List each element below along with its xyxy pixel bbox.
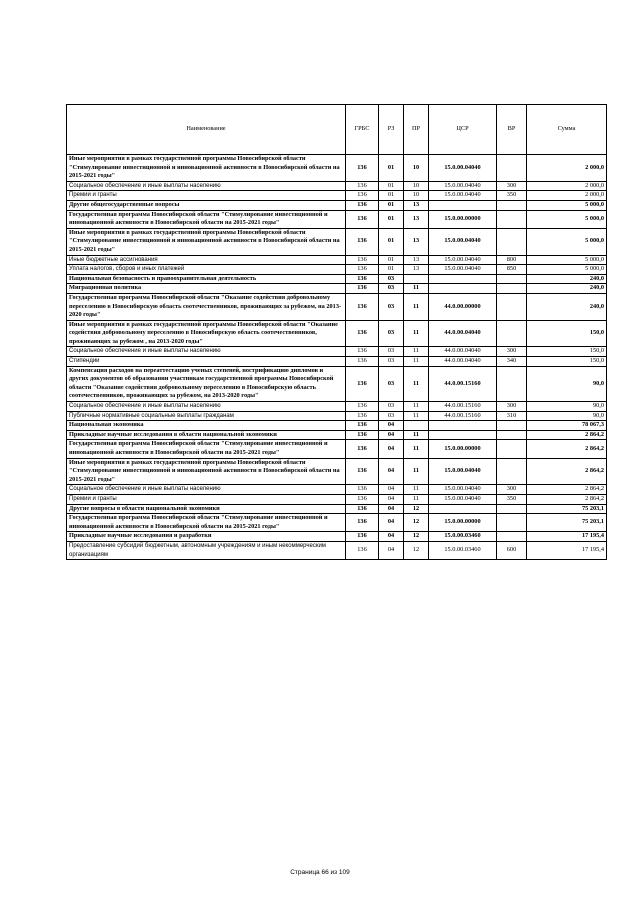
row-vr-cell: 300 bbox=[497, 402, 527, 412]
row-pr-cell: 11 bbox=[404, 411, 429, 421]
row-rz-cell: 04 bbox=[379, 504, 404, 514]
row-rz-cell: 01 bbox=[379, 191, 404, 201]
row-grbs-cell: 136 bbox=[346, 532, 379, 542]
row-vr-cell bbox=[497, 293, 527, 320]
row-rz-cell: 04 bbox=[379, 421, 404, 431]
row-sum-cell: 2 864,2 bbox=[527, 494, 607, 504]
table-row bbox=[67, 320, 607, 347]
row-rz-cell: 03 bbox=[379, 411, 404, 421]
row-name-cell: Предоставление субсидий бюджетным, автономным учреждениям и иным некоммерческим организациям bbox=[67, 541, 346, 559]
row-grbs-cell: 136 bbox=[346, 210, 379, 228]
row-grbs-cell: 136 bbox=[346, 155, 379, 182]
row-rz-cell: 03 bbox=[379, 347, 404, 357]
table-body bbox=[67, 155, 607, 560]
row-name-cell: Премии и гранты bbox=[67, 494, 346, 504]
row-rz-cell: 03 bbox=[379, 274, 404, 284]
row-vr-cell bbox=[497, 458, 527, 485]
row-sum-cell: 2 000,0 bbox=[527, 181, 607, 191]
row-grbs-cell: 136 bbox=[346, 347, 379, 357]
row-pr-cell: 12 bbox=[404, 532, 429, 542]
row-name-cell: Социальное обеспечение и иные выплаты населению bbox=[67, 181, 346, 191]
row-csr-cell: 44.0.00.15160 bbox=[429, 366, 497, 401]
row-grbs-cell: 136 bbox=[346, 458, 379, 485]
table-row bbox=[67, 440, 607, 458]
row-grbs-cell: 136 bbox=[346, 320, 379, 347]
row-csr-cell: 15.0.00.04040 bbox=[429, 494, 497, 504]
row-csr-cell: 44.0.00.00000 bbox=[429, 293, 497, 320]
row-pr-cell: 13 bbox=[404, 228, 429, 255]
budget-table-container bbox=[66, 104, 606, 560]
row-sum-cell: 240,0 bbox=[527, 284, 607, 294]
row-csr-cell: 44.0.00.04040 bbox=[429, 320, 497, 347]
header-sum: Сумма bbox=[527, 105, 607, 155]
row-sum-cell: 2 864,2 bbox=[527, 440, 607, 458]
row-vr-cell bbox=[497, 430, 527, 440]
row-grbs-cell: 136 bbox=[346, 541, 379, 559]
row-pr-cell: 13 bbox=[404, 200, 429, 210]
row-name-cell: Национальная безопасность и правоохранительная деятельность bbox=[67, 274, 346, 284]
row-sum-cell: 17 195,4 bbox=[527, 532, 607, 542]
row-sum-cell: 5 000,0 bbox=[527, 255, 607, 265]
row-vr-cell bbox=[497, 504, 527, 514]
row-name-cell: Миграционная политика bbox=[67, 284, 346, 294]
row-rz-cell: 03 bbox=[379, 402, 404, 412]
row-grbs-cell: 136 bbox=[346, 284, 379, 294]
row-csr-cell: 15.0.00.00000 bbox=[429, 210, 497, 228]
row-vr-cell: 300 bbox=[497, 485, 527, 495]
row-pr-cell: 11 bbox=[404, 402, 429, 412]
row-csr-cell: 15.0.00.04040 bbox=[429, 228, 497, 255]
row-sum-cell: 90,0 bbox=[527, 366, 607, 401]
table-row bbox=[67, 228, 607, 255]
row-pr-cell: 11 bbox=[404, 284, 429, 294]
row-name-cell: Уплата налогов, сборов и иных платежей bbox=[67, 265, 346, 275]
row-rz-cell: 04 bbox=[379, 440, 404, 458]
row-name-cell: Государственная программа Новосибирской области "Оказание содействия добровольному переселению в Новосибирскую область соотечественников, проживающих за рубежом, на 2013-2020 годы" bbox=[67, 293, 346, 320]
row-csr-cell: 15.0.00.04040 bbox=[429, 155, 497, 182]
row-grbs-cell: 136 bbox=[346, 200, 379, 210]
table-row bbox=[67, 255, 607, 265]
row-csr-cell: 44.0.00.15160 bbox=[429, 402, 497, 412]
row-vr-cell bbox=[497, 200, 527, 210]
row-rz-cell: 04 bbox=[379, 541, 404, 559]
row-pr-cell bbox=[404, 274, 429, 284]
row-grbs-cell: 136 bbox=[346, 402, 379, 412]
row-pr-cell: 12 bbox=[404, 541, 429, 559]
row-vr-cell: 310 bbox=[497, 411, 527, 421]
row-grbs-cell: 136 bbox=[346, 191, 379, 201]
table-row bbox=[67, 284, 607, 294]
row-name-cell: Прикладные научные исследования и разработки bbox=[67, 532, 346, 542]
row-vr-cell bbox=[497, 228, 527, 255]
row-rz-cell: 04 bbox=[379, 532, 404, 542]
row-rz-cell: 04 bbox=[379, 514, 404, 532]
row-pr-cell: 10 bbox=[404, 181, 429, 191]
row-rz-cell: 03 bbox=[379, 366, 404, 401]
page-number: Страница 66 из 109 bbox=[290, 869, 350, 876]
row-pr-cell: 10 bbox=[404, 155, 429, 182]
row-vr-cell bbox=[497, 155, 527, 182]
row-grbs-cell: 136 bbox=[346, 504, 379, 514]
row-vr-cell bbox=[497, 210, 527, 228]
row-vr-cell: 300 bbox=[497, 181, 527, 191]
table-row bbox=[67, 541, 607, 559]
row-pr-cell bbox=[404, 421, 429, 431]
row-name-cell: Стипендии bbox=[67, 357, 346, 367]
row-sum-cell: 150,0 bbox=[527, 320, 607, 347]
table-row bbox=[67, 265, 607, 275]
row-rz-cell: 01 bbox=[379, 228, 404, 255]
row-pr-cell: 11 bbox=[404, 440, 429, 458]
row-sum-cell: 78 067,3 bbox=[527, 421, 607, 431]
row-rz-cell: 03 bbox=[379, 284, 404, 294]
table-row bbox=[67, 514, 607, 532]
row-rz-cell: 01 bbox=[379, 265, 404, 275]
row-pr-cell: 11 bbox=[404, 293, 429, 320]
row-csr-cell: 15.0.00.00000 bbox=[429, 440, 497, 458]
budget-table bbox=[66, 104, 607, 560]
row-grbs-cell: 136 bbox=[346, 514, 379, 532]
row-vr-cell: 350 bbox=[497, 191, 527, 201]
row-csr-cell: 44.0.00.15160 bbox=[429, 411, 497, 421]
row-vr-cell: 350 bbox=[497, 494, 527, 504]
row-name-cell: Иные мероприятия в рамках государственной программы Новосибирской области "Оказание содействия добровольному переселению в Новосибирскую область соотечественников, проживающих за рубежом , на 2013-2020 годы" bbox=[67, 320, 346, 347]
row-sum-cell: 2 000,0 bbox=[527, 191, 607, 201]
row-name-cell: Иные мероприятия в рамках государственной программы Новосибирской области "Стимулирование инвестиционной и инновационной активности в Новосибирской области на 2015-2021 годы" bbox=[67, 458, 346, 485]
row-pr-cell: 13 bbox=[404, 210, 429, 228]
row-vr-cell bbox=[497, 440, 527, 458]
row-name-cell: Иные мероприятия в рамках государственной программы Новосибирской области "Стимулирование инвестиционной и инновационной активности в Новосибирской области на 2015-2021 годы" bbox=[67, 228, 346, 255]
row-csr-cell bbox=[429, 421, 497, 431]
row-name-cell: Иные бюджетные ассигнования bbox=[67, 255, 346, 265]
row-sum-cell: 5 000,0 bbox=[527, 265, 607, 275]
row-csr-cell bbox=[429, 284, 497, 294]
table-row bbox=[67, 402, 607, 412]
row-pr-cell: 11 bbox=[404, 320, 429, 347]
row-rz-cell: 01 bbox=[379, 255, 404, 265]
row-csr-cell: 15.0.00.03460 bbox=[429, 532, 497, 542]
row-csr-cell: 15.0.00.04040 bbox=[429, 458, 497, 485]
table-row bbox=[67, 210, 607, 228]
row-vr-cell bbox=[497, 320, 527, 347]
row-pr-cell: 11 bbox=[404, 458, 429, 485]
row-sum-cell: 17 195,4 bbox=[527, 541, 607, 559]
row-vr-cell bbox=[497, 514, 527, 532]
row-name-cell: Государственная программа Новосибирской области "Стимулирование инвестиционной и инновационной активности в Новосибирской области на 2015-2021 годы" bbox=[67, 210, 346, 228]
row-sum-cell: 75 203,1 bbox=[527, 504, 607, 514]
table-row bbox=[67, 274, 607, 284]
row-vr-cell: 800 bbox=[497, 255, 527, 265]
table-row bbox=[67, 347, 607, 357]
row-grbs-cell: 136 bbox=[346, 228, 379, 255]
row-rz-cell: 03 bbox=[379, 357, 404, 367]
row-sum-cell: 2 000,0 bbox=[527, 155, 607, 182]
row-sum-cell: 2 864,2 bbox=[527, 430, 607, 440]
row-rz-cell: 01 bbox=[379, 181, 404, 191]
row-name-cell: Социальное обеспечение и иные выплаты населению bbox=[67, 402, 346, 412]
table-row bbox=[67, 293, 607, 320]
row-name-cell: Социальное обеспечение и иные выплаты населению bbox=[67, 347, 346, 357]
row-csr-cell: 44.0.00.04040 bbox=[429, 357, 497, 367]
table-row bbox=[67, 411, 607, 421]
row-pr-cell: 11 bbox=[404, 357, 429, 367]
row-name-cell: Иные мероприятия в рамках государственной программы Новосибирской области "Стимулирование инвестиционной и инновационной активности в Новосибирской области на 2015-2021 годы" bbox=[67, 155, 346, 182]
table-header-row bbox=[67, 105, 607, 155]
row-name-cell: Национальная экономика bbox=[67, 421, 346, 431]
row-name-cell: Государственная программа Новосибирской области "Стимулирование инвестиционной и инновационной активности в Новосибирской области на 2015-2021 годы" bbox=[67, 514, 346, 532]
row-grbs-cell: 136 bbox=[346, 181, 379, 191]
row-rz-cell: 04 bbox=[379, 458, 404, 485]
row-sum-cell: 150,0 bbox=[527, 347, 607, 357]
row-sum-cell: 5 000,0 bbox=[527, 200, 607, 210]
row-grbs-cell: 136 bbox=[346, 274, 379, 284]
row-csr-cell: 15.0.00.04040 bbox=[429, 485, 497, 495]
row-pr-cell: 11 bbox=[404, 494, 429, 504]
row-rz-cell: 03 bbox=[379, 293, 404, 320]
row-vr-cell bbox=[497, 274, 527, 284]
table-row bbox=[67, 357, 607, 367]
row-sum-cell: 5 000,0 bbox=[527, 210, 607, 228]
row-csr-cell bbox=[429, 200, 497, 210]
row-grbs-cell: 136 bbox=[346, 485, 379, 495]
row-name-cell: Премии и гранты bbox=[67, 191, 346, 201]
row-vr-cell bbox=[497, 284, 527, 294]
row-rz-cell: 01 bbox=[379, 155, 404, 182]
table-row bbox=[67, 458, 607, 485]
row-sum-cell: 240,0 bbox=[527, 293, 607, 320]
row-rz-cell: 01 bbox=[379, 200, 404, 210]
row-name-cell: Прикладные научные исследования в области национальной экономики bbox=[67, 430, 346, 440]
row-csr-cell: 15.0.00.03460 bbox=[429, 541, 497, 559]
row-vr-cell: 600 bbox=[497, 541, 527, 559]
row-pr-cell: 10 bbox=[404, 191, 429, 201]
row-pr-cell: 11 bbox=[404, 366, 429, 401]
row-sum-cell: 90,0 bbox=[527, 411, 607, 421]
row-rz-cell: 04 bbox=[379, 494, 404, 504]
row-vr-cell: 340 bbox=[497, 357, 527, 367]
row-name-cell: Компенсация расходов на переаттестацию ученых степеней, нострификацию дипломов и других документов об образовании участникам государственной программы Новосибирской области "Оказание содействия добровольному переселению в Новосибирскую область соотечественников, проживающих за рубежом, на 2013-2020 годы" bbox=[67, 366, 346, 401]
row-sum-cell: 2 864,2 bbox=[527, 458, 607, 485]
row-grbs-cell: 136 bbox=[346, 494, 379, 504]
table-row bbox=[67, 421, 607, 431]
table-row bbox=[67, 504, 607, 514]
row-csr-cell: 15.0.00.04040 bbox=[429, 181, 497, 191]
row-csr-cell: 44.0.00.04040 bbox=[429, 347, 497, 357]
row-csr-cell bbox=[429, 274, 497, 284]
table-row bbox=[67, 181, 607, 191]
row-name-cell: Государственная программа Новосибирской области "Стимулирование инвестиционной и инновационной активности в Новосибирской области на 2015-2021 годы" bbox=[67, 440, 346, 458]
row-grbs-cell: 136 bbox=[346, 366, 379, 401]
row-vr-cell: 850 bbox=[497, 265, 527, 275]
row-pr-cell: 13 bbox=[404, 265, 429, 275]
row-csr-cell: 15.0.00.04040 bbox=[429, 191, 497, 201]
row-sum-cell: 150,0 bbox=[527, 357, 607, 367]
row-sum-cell: 240,0 bbox=[527, 274, 607, 284]
row-name-cell: Публичные нормативные социальные выплаты гражданам bbox=[67, 411, 346, 421]
table-row bbox=[67, 366, 607, 401]
row-vr-cell bbox=[497, 532, 527, 542]
row-rz-cell: 04 bbox=[379, 485, 404, 495]
row-rz-cell: 04 bbox=[379, 430, 404, 440]
row-pr-cell: 12 bbox=[404, 504, 429, 514]
row-name-cell: Другие общегосударственные вопросы bbox=[67, 200, 346, 210]
table-row bbox=[67, 191, 607, 201]
row-grbs-cell: 136 bbox=[346, 411, 379, 421]
row-grbs-cell: 136 bbox=[346, 255, 379, 265]
row-vr-cell bbox=[497, 421, 527, 431]
row-pr-cell: 11 bbox=[404, 485, 429, 495]
row-grbs-cell: 136 bbox=[346, 430, 379, 440]
row-csr-cell bbox=[429, 430, 497, 440]
header-rz: РЗ bbox=[379, 105, 404, 155]
table-row bbox=[67, 494, 607, 504]
row-grbs-cell: 136 bbox=[346, 265, 379, 275]
header-vr: ВР bbox=[497, 105, 527, 155]
row-rz-cell: 01 bbox=[379, 210, 404, 228]
row-pr-cell: 11 bbox=[404, 430, 429, 440]
row-vr-cell: 300 bbox=[497, 347, 527, 357]
table-row bbox=[67, 485, 607, 495]
row-vr-cell bbox=[497, 366, 527, 401]
row-grbs-cell: 136 bbox=[346, 421, 379, 431]
header-csr: ЦСР bbox=[429, 105, 497, 155]
row-sum-cell: 5 000,0 bbox=[527, 228, 607, 255]
table-row bbox=[67, 200, 607, 210]
row-sum-cell: 2 864,2 bbox=[527, 485, 607, 495]
row-grbs-cell: 136 bbox=[346, 440, 379, 458]
row-csr-cell bbox=[429, 504, 497, 514]
row-grbs-cell: 136 bbox=[346, 293, 379, 320]
header-grbs: ГРБС bbox=[346, 105, 379, 155]
row-name-cell: Другие вопросы в области национальной экономики bbox=[67, 504, 346, 514]
row-sum-cell: 90,0 bbox=[527, 402, 607, 412]
row-csr-cell: 15.0.00.04040 bbox=[429, 265, 497, 275]
header-name: Наименование bbox=[67, 105, 346, 155]
table-row bbox=[67, 430, 607, 440]
row-sum-cell: 75 203,1 bbox=[527, 514, 607, 532]
row-grbs-cell: 136 bbox=[346, 357, 379, 367]
header-pr: ПР bbox=[404, 105, 429, 155]
row-csr-cell: 15.0.00.00000 bbox=[429, 514, 497, 532]
row-pr-cell: 11 bbox=[404, 347, 429, 357]
row-name-cell: Социальное обеспечение и иные выплаты населению bbox=[67, 485, 346, 495]
row-csr-cell: 15.0.00.04040 bbox=[429, 255, 497, 265]
table-row bbox=[67, 532, 607, 542]
row-pr-cell: 12 bbox=[404, 514, 429, 532]
row-rz-cell: 03 bbox=[379, 320, 404, 347]
row-pr-cell: 13 bbox=[404, 255, 429, 265]
table-row bbox=[67, 155, 607, 182]
